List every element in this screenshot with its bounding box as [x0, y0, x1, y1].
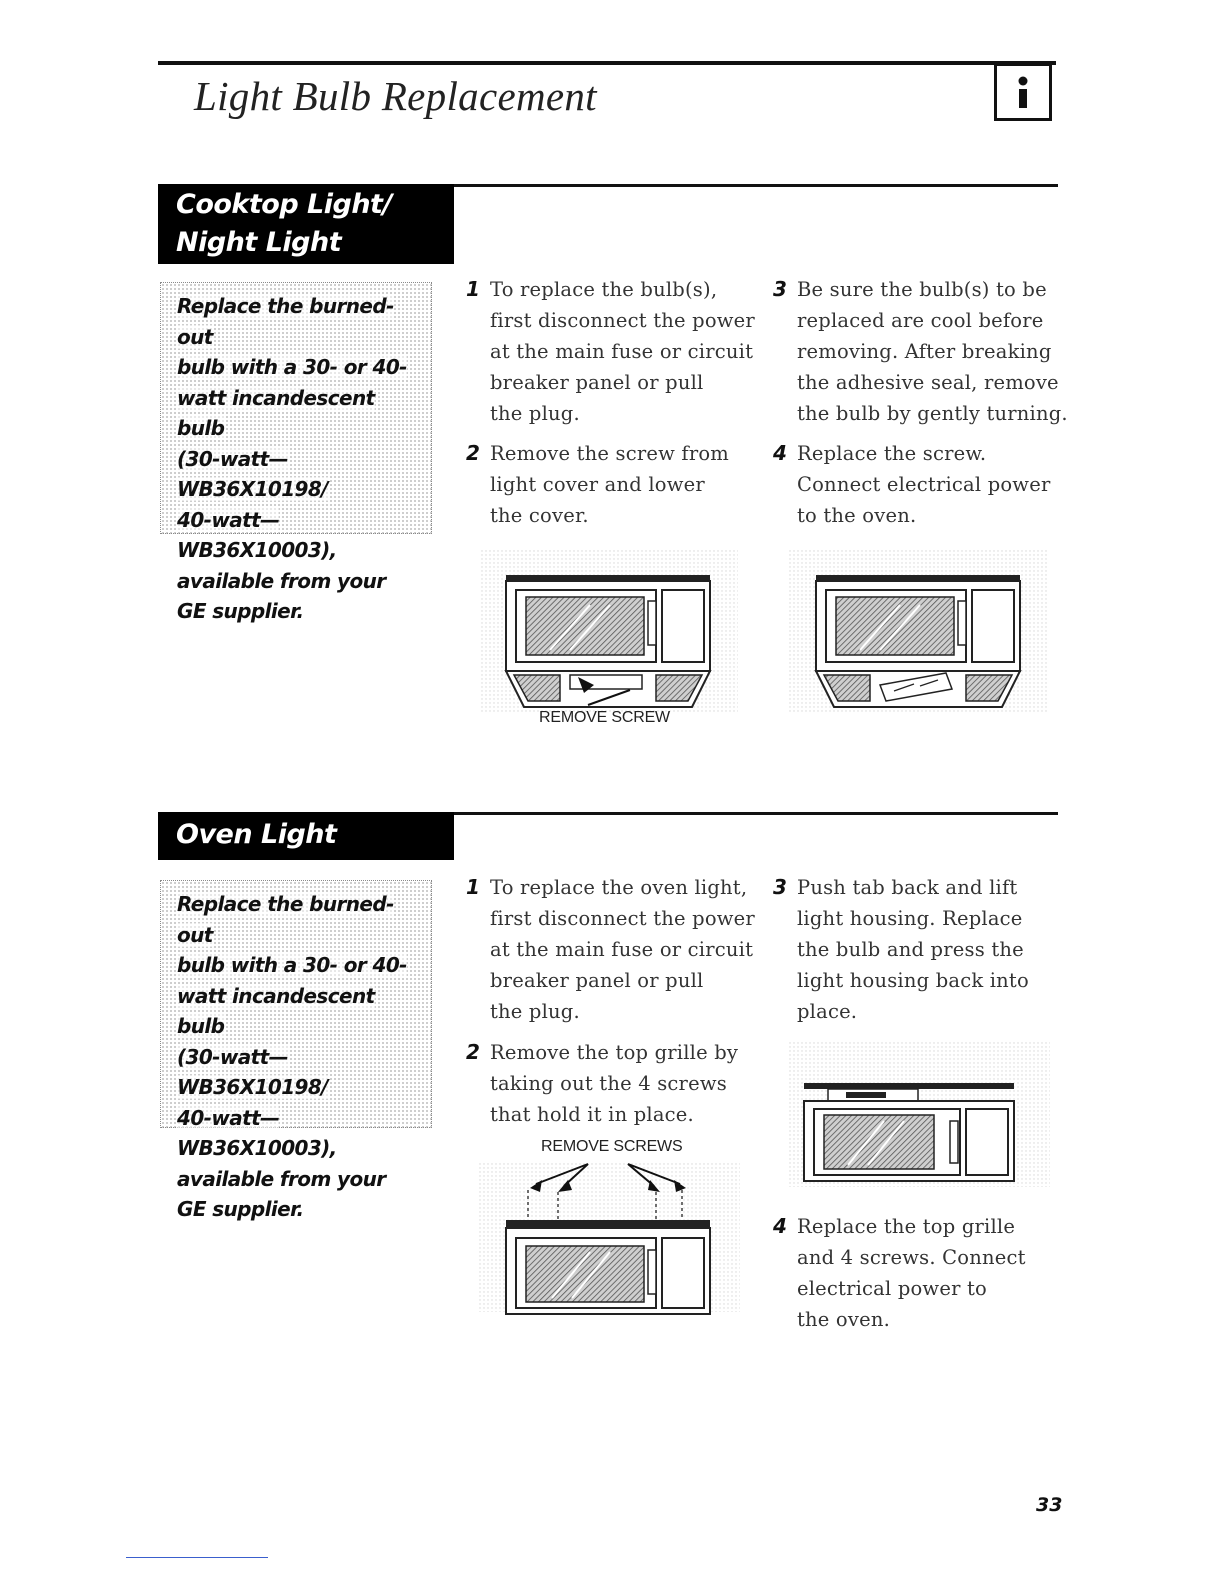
step-4: 4 Replace the top grille and 4 screws. Connect electrical power to the oven.: [773, 1214, 1026, 1331]
section-rule: [454, 184, 1058, 187]
page-title: Light Bulb Replacement: [194, 73, 597, 119]
footer-link-underline: [126, 1557, 268, 1558]
page-number: 33: [1036, 1494, 1063, 1516]
section-heading-oven-light: Oven Light: [158, 812, 454, 860]
step-4: 4 Replace the screw. Connect electrical power to the oven.: [773, 441, 1051, 527]
step-2: 2 Remove the top grille by taking out the 4 screws that hold it in place.: [466, 1040, 739, 1126]
header-rule: [158, 61, 1056, 65]
remove-screw-caption: REMOVE SCREW: [539, 709, 670, 726]
section-rule: [454, 812, 1058, 815]
step-3: 3 Push tab back and lift light housing. Replace the bulb and press the light housing back into place.: [773, 875, 1029, 1023]
remove-screws-caption: REMOVE SCREWS: [541, 1138, 683, 1155]
microwave-top-grille-illustration: [478, 1158, 742, 1316]
step-1: 1 To replace the bulb(s), first disconnect the power at the main fuse or circuit breaker panel or pull the plug.: [466, 277, 755, 425]
step-2: 2 Remove the screw from light cover and lower the cover.: [466, 441, 729, 527]
microwave-light-housing-illustration: [788, 1037, 1052, 1189]
section-heading-cooktop-light: Cooktop Light/ Night Light: [158, 184, 454, 264]
step-1: 1 To replace the oven light, first disconnect the power at the main fuse or circuit breaker panel or pull the plug.: [466, 875, 755, 1023]
microwave-cooktop-light-illustration: [480, 545, 740, 715]
bulb-spec-note: Replace the burned-out bulb with a 30- or 40- watt incandescent bulb (30-watt—WB36X10198/ 40-watt—WB36X10003), available from your GE supplier.: [160, 880, 432, 1128]
bulb-spec-note: Replace the burned-out bulb with a 30- or 40- watt incandescent bulb (30-watt—WB36X10198/ 40-watt—WB36X10003), available from your GE supplier.: [160, 282, 432, 534]
step-3: 3 Be sure the bulb(s) to be replaced are cool before removing. After breaking the adhesive seal, remove the bulb by gently turning.: [773, 277, 1068, 425]
microwave-cover-lowered-illustration: [788, 545, 1050, 715]
info-icon: [994, 63, 1052, 121]
